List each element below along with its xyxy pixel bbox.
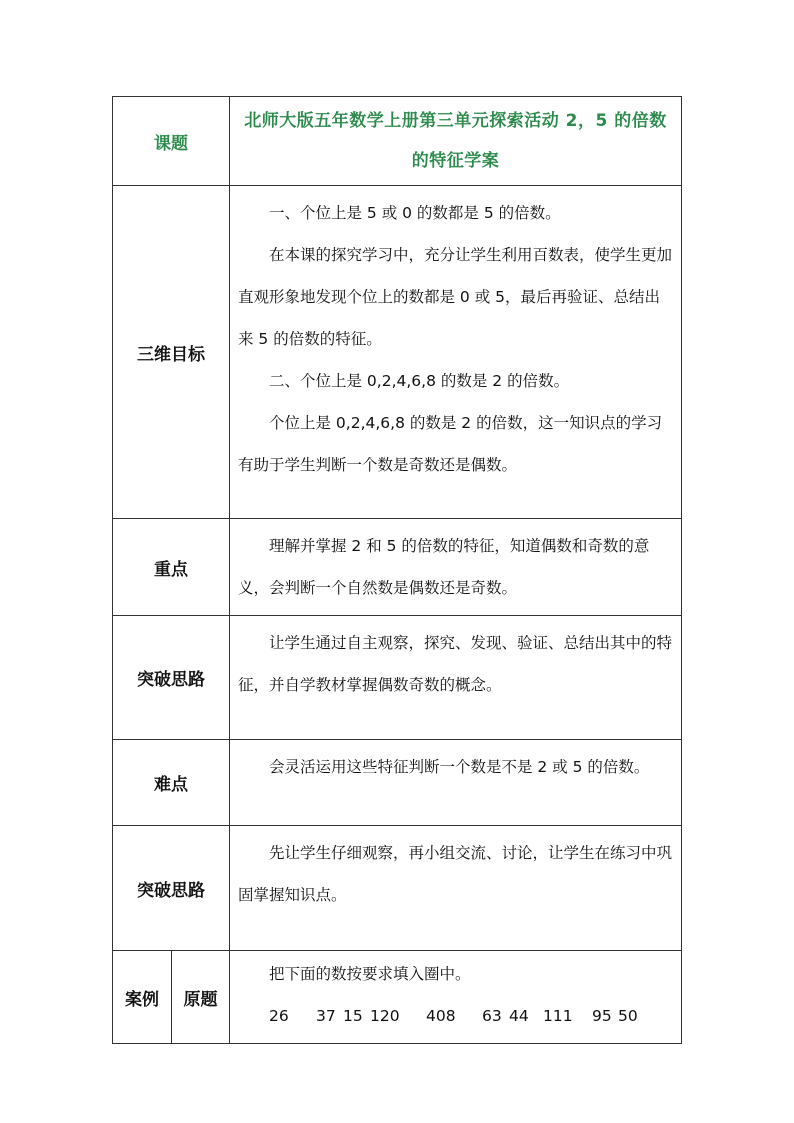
breakthrough-row-2: [113, 826, 682, 951]
goals-paragraph-1: 一、个位上是 5 或 0 的数都是 5 的倍数。: [269, 204, 561, 222]
case-number: 15: [343, 1007, 363, 1025]
goals-paragraph-2: 在本课的探究学习中，充分让学生利用百数表，使学生更加直观形象地发现个位上的数都是 0 或 5，最后再验证、总结出来 5 的倍数的特征。: [238, 246, 673, 348]
case-number: 120: [370, 1007, 400, 1025]
goals-label: 三维目标: [113, 186, 230, 519]
case-number-list: [238, 995, 673, 1037]
key-point-content: [230, 519, 682, 616]
goals-row: [113, 186, 682, 519]
difficulty-content: [230, 740, 682, 826]
case-label: 案例: [113, 951, 172, 1044]
case-content: [230, 951, 682, 1044]
title-label: 课题: [113, 97, 230, 186]
breakthrough-label-1: 突破思路: [113, 616, 230, 740]
lesson-plan-table: [112, 96, 682, 1044]
breakthrough-label-2: 突破思路: [113, 826, 230, 951]
key-point-text: 理解并掌握 2 和 5 的倍数的特征，知道偶数和奇数的意义，会判断一个自然数是偶数还是奇数。: [238, 537, 650, 597]
breakthrough-content-2: [230, 826, 682, 951]
goals-paragraph-3: 二、个位上是 0,2,4,6,8 的数是 2 的倍数。: [269, 372, 570, 390]
difficulty-label: 难点: [113, 740, 230, 826]
case-number: 44: [509, 1007, 529, 1025]
case-number: 26: [269, 1007, 289, 1025]
case-sub-label: 原题: [172, 951, 230, 1044]
breakthrough-text-1: 让学生通过自主观察，探究、发现、验证、总结出其中的特征，并自学教材掌握偶数奇数的概念。: [238, 634, 673, 694]
case-row: [113, 951, 682, 1044]
case-number: 111: [543, 1007, 573, 1025]
difficulty-text: 会灵活运用这些特征判断一个数是不是 2 或 5 的倍数。: [269, 758, 650, 776]
case-number: 50: [618, 1007, 638, 1025]
breakthrough-text-2: 先让学生仔细观察，再小组交流、讨论，让学生在练习中巩固掌握知识点。: [238, 844, 673, 904]
goals-content: [230, 186, 682, 519]
difficulty-row: [113, 740, 682, 826]
key-point-row: [113, 519, 682, 616]
case-number: 37: [316, 1007, 336, 1025]
page-title: 北师大版五年数学上册第三单元探索活动 2，5 的倍数的特征学案: [230, 97, 682, 186]
case-number: 95: [592, 1007, 612, 1025]
title-row: [113, 97, 682, 186]
case-instruction: 把下面的数按要求填入圈中。: [269, 965, 471, 983]
case-number: 408: [426, 1007, 456, 1025]
breakthrough-content-1: [230, 616, 682, 740]
goals-paragraph-4: 个位上是 0,2,4,6,8 的数是 2 的倍数，这一知识点的学习有助于学生判断一个数是奇数还是偶数。: [238, 414, 663, 474]
breakthrough-row-1: [113, 616, 682, 740]
case-number: 63: [482, 1007, 502, 1025]
key-point-label: 重点: [113, 519, 230, 616]
